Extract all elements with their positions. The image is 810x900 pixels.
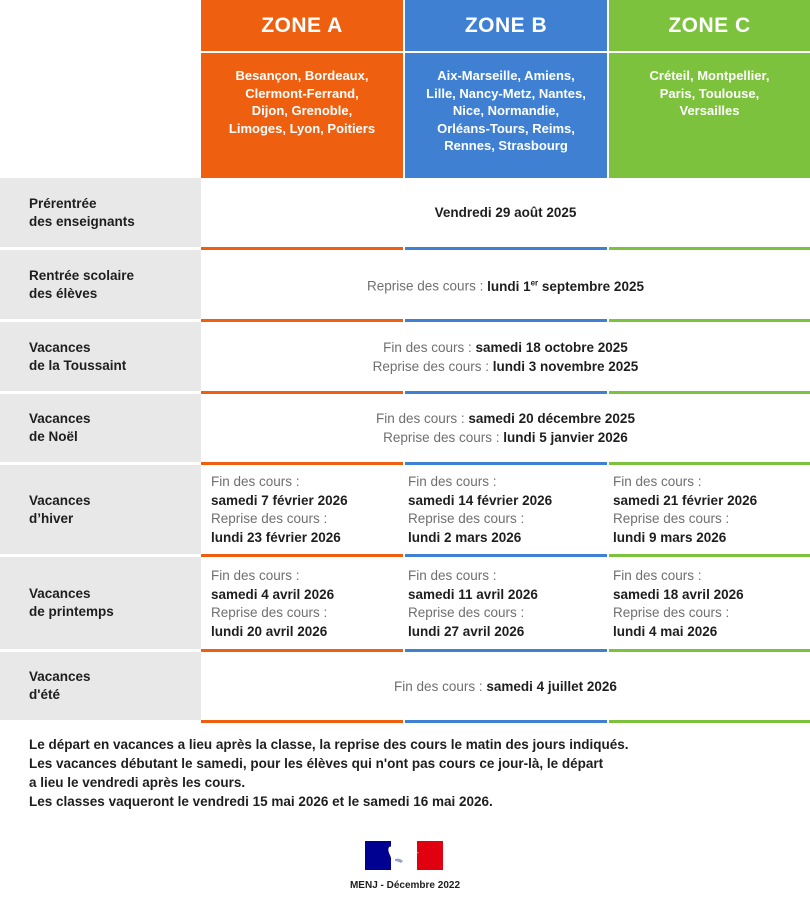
row-label-hiver: Vacances d’hiver — [0, 465, 201, 554]
row-rentree — [201, 250, 810, 319]
printemps-zone-c: Fin des cours : samedi 18 avril 2026 Reprise des cours : lundi 4 mai 2026 — [613, 568, 744, 639]
separator-b — [405, 554, 607, 557]
zone-b-cities: Aix-Marseille, Amiens, Lille, Nancy-Metz, Nantes, Nice, Normandie, Orléans-Tours, Reims, Rennes, Strasbourg — [405, 53, 607, 178]
separator-a — [201, 462, 403, 465]
row-label-printemps: Vacances de printemps — [0, 557, 201, 649]
hiver-zone-a: Fin des cours : samedi 7 février 2026 Reprise des cours : lundi 23 février 2026 — [211, 474, 348, 545]
row-ete — [201, 652, 810, 720]
zone-c-cities: Créteil, Montpellier, Paris, Toulouse, Versailles — [609, 53, 810, 178]
rentree-date: Reprise des cours : lundi 1er septembre 2025 — [367, 278, 644, 294]
toussaint-reprise: Reprise des cours : lundi 3 novembre 2025 — [372, 358, 639, 374]
row-label-ete: Vacances d'été — [0, 652, 201, 720]
zone-b-header: ZONE B — [405, 0, 607, 51]
separator-c — [609, 554, 810, 557]
row-toussaint — [201, 322, 810, 391]
separator-c — [609, 462, 810, 465]
noel-reprise: Reprise des cours : lundi 5 janvier 2026 — [383, 430, 628, 445]
zone-a-cities: Besançon, Bordeaux, Clermont-Ferrand, Dijon, Grenoble, Limoges, Lyon, Poitiers — [201, 53, 403, 178]
caption: MENJ - Décembre 2022 — [349, 880, 461, 891]
republique-francaise-logo-icon — [365, 841, 443, 870]
separator-a — [201, 554, 403, 557]
zone-a-header: ZONE A — [201, 0, 403, 51]
prerentree-date: Vendredi 29 août 2025 — [434, 205, 577, 220]
separator-a — [201, 720, 403, 723]
toussaint-fin: Fin des cours : samedi 18 octobre 2025 — [383, 339, 628, 355]
row-label-noel: Vacances de Noël — [0, 394, 201, 462]
separator-b — [405, 462, 607, 465]
row-label-rentree: Rentrée scolaire des élèves — [0, 250, 201, 319]
separator-c — [609, 720, 810, 723]
row-label-toussaint: Vacances de la Toussaint — [0, 322, 201, 391]
hiver-zone-b: Fin des cours : samedi 14 février 2026 Reprise des cours : lundi 2 mars 2026 — [408, 474, 553, 545]
ete-fin: Fin des cours : samedi 4 juillet 2026 — [394, 678, 617, 694]
noel-fin: Fin des cours : samedi 20 décembre 2025 — [376, 411, 635, 426]
row-prerentree — [201, 178, 810, 247]
separator-b — [405, 720, 607, 723]
footnote: Le départ en vacances a lieu après la classe, la reprise des cours le matin des jours indiqués. Les vacances débutant le samedi, pour les élèves qui n'ont pas cours ce jour-là, le départ a lieu le vendredi après les cours. Les classes vaqueront le vendredi 15 mai 2026 et le samedi 16 mai 2026. — [29, 737, 629, 809]
row-noel — [201, 394, 810, 462]
printemps-zone-b: Fin des cours : samedi 11 avril 2026 Reprise des cours : lundi 27 avril 2026 — [408, 568, 538, 639]
zone-c-header: ZONE C — [609, 0, 810, 51]
printemps-zone-a: Fin des cours : samedi 4 avril 2026 Reprise des cours : lundi 20 avril 2026 — [211, 568, 335, 639]
hiver-zone-c: Fin des cours : samedi 21 février 2026 Reprise des cours : lundi 9 mars 2026 — [613, 474, 758, 545]
row-label-prerentree: Prérentrée des enseignants — [0, 178, 201, 247]
